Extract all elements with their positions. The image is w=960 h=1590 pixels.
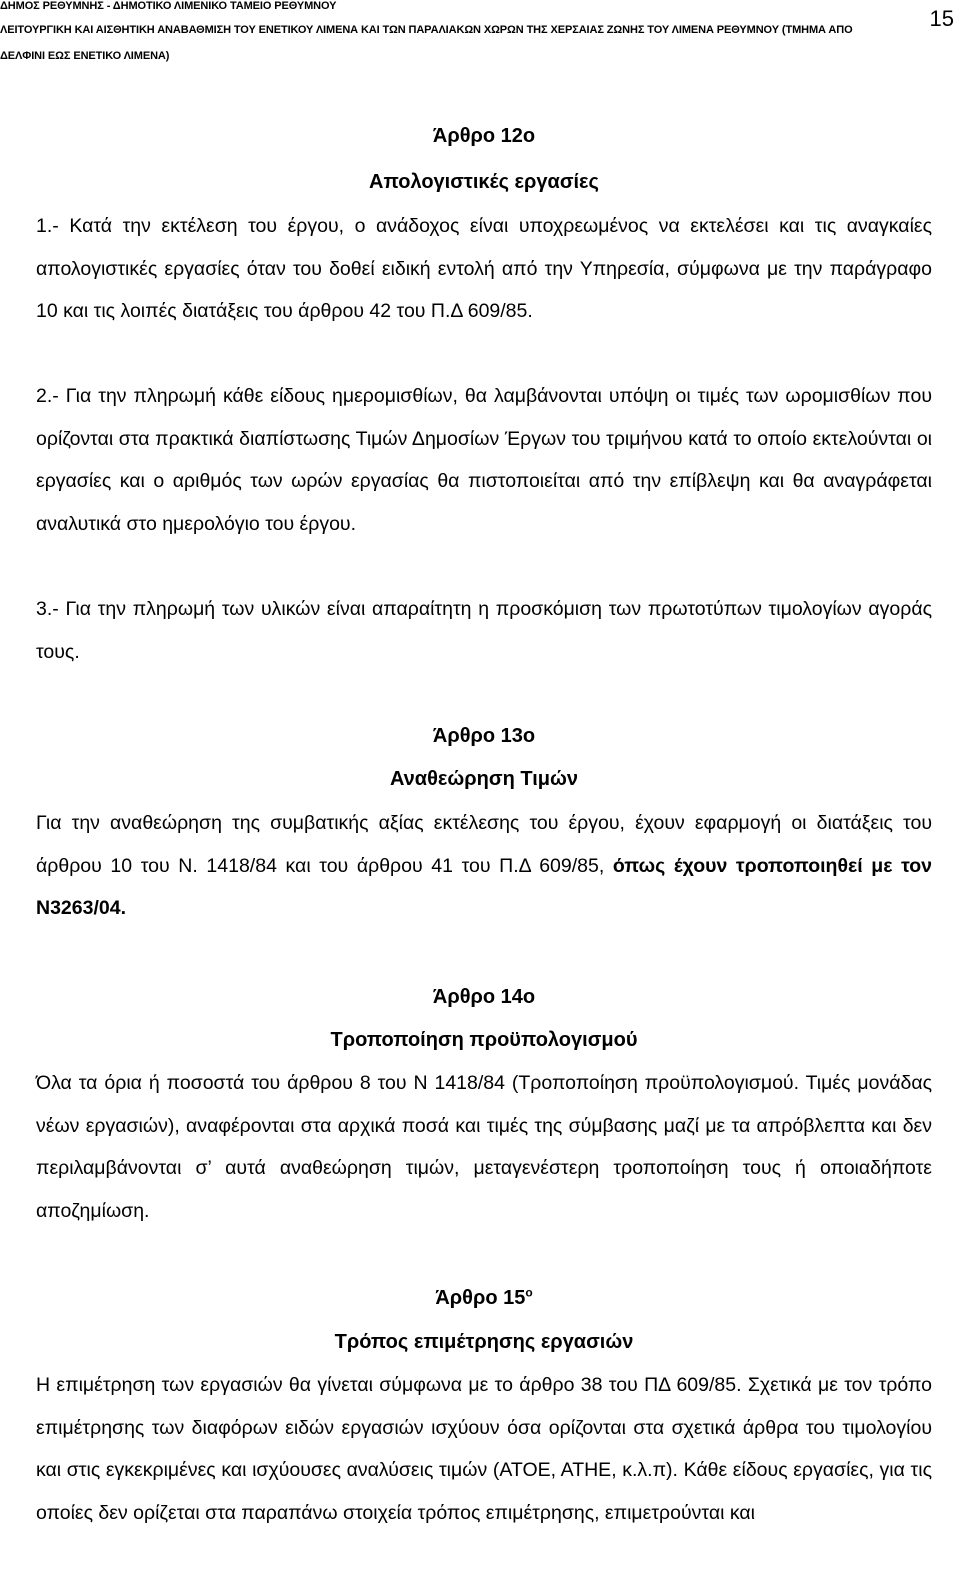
article-12-item-2 <box>36 375 932 545</box>
article-12-item-3 <box>36 588 932 673</box>
article-15-title <box>36 1284 932 1312</box>
article-13-bold-text: όπως έχουν τροποποιηθεί με τον Ν3263/04. <box>36 854 932 919</box>
item-number: 1.- <box>36 215 59 237</box>
header-project-title: ΛΕΙΤΟΥΡΓΙΚΗ ΚΑΙ ΑΙΣΘΗΤΙΚΗ ΑΝΑΒΑΘΜΙΣΗ ΤΟΥ ΕΝΕΤΙΚΟΥ ΛΙΜΕΝΑ ΚΑΙ ΤΩΝ ΠΑΡΑΛΙΑΚΩΝ ΧΩΡΩΝ ΤΗΣ ΧΕΡΣΑΙΑΣ ΖΩΝΗΣ ΤΟΥ ΛΙΜΕΝΑ ΡΕΘΥΜΝΟΥ (ΤΜΗΜΑ ΑΠΟ <box>0 24 853 36</box>
article-15-title-sup: ο <box>525 1285 533 1300</box>
header-project-title-cont: ΔΕΛΦΙΝΙ ΕΩΣ ΕΝΕΤΙΚΟ ΛΙΜΕΝΑ) <box>0 50 170 62</box>
article-13-paragraph <box>36 802 932 930</box>
article-12-item-1 <box>36 205 932 333</box>
article-13-title: Άρθρο 13ο <box>432 725 536 747</box>
item-number: 2.- <box>36 385 59 407</box>
article-15-title-main: Άρθρο 15 <box>435 1287 526 1309</box>
document-header <box>0 0 960 70</box>
item-text: Για την πληρωμή κάθε είδους ημερομισθίων, θα λαμβάνονται υπόψη οι τιμές των ωρομισθίων που ορίζονται στα πρακτικά διαπίστωσης Τιμών Δημοσίων Έργων του τριμήνου κατά το οποίο εκτελούνται οι εργασίες και ο αριθμός των ωρών εργασίας θα πιστοποιείται από την επίβλεψη και θα αναγράφεται αναλυτικά στο ημερολόγιο του έργου. <box>36 385 932 535</box>
article-14-subtitle: Τροποποίηση προϋπολογισμού <box>330 1029 638 1051</box>
article-12-subtitle: Απολογιστικές εργασίες <box>369 171 599 193</box>
item-text: Κατά την εκτέλεση του έργου, ο ανάδοχος είναι υποχρεωμένος να εκτελέσει και τις αναγκαίες απολογιστικές εργασίες όταν του δοθεί ειδική εντολή από την Υπηρεσία, σύμφωνα με την παράγραφο 10 και τις λοιπές διατάξεις του άρθρου 42 του Π.Δ 609/85. <box>36 215 933 322</box>
page-number: 15 <box>929 6 954 31</box>
article-15-paragraph: Η επιμέτρηση των εργασιών θα γίνεται σύμφωνα με το άρθρο 38 του ΠΔ 609/85. Σχετικά με τον τρόπο επιμέτρησης των διαφόρων ειδών εργασιών ισχύουν όσα ορίζονται στα σχετικά άρθρα του τιμολογίου και στις εγκεκριμένες και ισχύουσες αναλύσεις τιμών (ΑΤΟΕ, ΑΤΗΕ, κ.λ.π). Κάθε είδους εργασίες, για τις οποίες δεν ορίζεται στα παραπάνω στοιχεία τρόπος επιμέτρησης, επιμετρούνται και <box>36 1374 932 1524</box>
header-municipality: ΔΗΜΟΣ ΡΕΘΥΜΝΗΣ - ΔΗΜΟΤΙΚΟ ΛΙΜΕΝΙΚΟ ΤΑΜΕΙΟ ΡΕΘΥΜΝΟΥ <box>0 0 337 12</box>
article-13-text: Για την αναθεώρηση της συμβατικής αξίας εκτέλεσης του έργου, έχουν εφαρμογή οι διατάξεις του άρθρου 10 του Ν. 1418/84 και του άρθρου 41 του Π.Δ 609/85, <box>36 812 932 877</box>
article-14-paragraph: Όλα τα όρια ή ποσοστά του άρθρου 8 του Ν 1418/84 (Τροποποίηση προϋπολογισμού. Τιμές μονάδας νέων εργασιών), αναφέρονται στα αρχικά ποσά και τιμές της σύμβασης μαζί με τα απρόβλεπτα και δεν περιλαμβάνονται σ’ αυτά αναθεώρηση τιμών, μεταγενέστερη τροποποίηση τους ή οποιαδήποτε αποζημίωση. <box>36 1072 932 1222</box>
article-12-title: Άρθρο 12ο <box>432 125 536 147</box>
article-14-title: Άρθρο 14ο <box>432 986 536 1008</box>
item-number: 3.- <box>36 598 59 620</box>
article-13-subtitle: Αναθεώρηση Τιμών <box>389 768 579 790</box>
article-15-subtitle: Τρόπος επιμέτρησης εργασιών <box>334 1331 634 1353</box>
item-text: Για την πληρωμή των υλικών είναι απαραίτητη η προσκόμιση των πρωτοτύπων τιμολογίων αγοράς τους. <box>36 598 932 663</box>
